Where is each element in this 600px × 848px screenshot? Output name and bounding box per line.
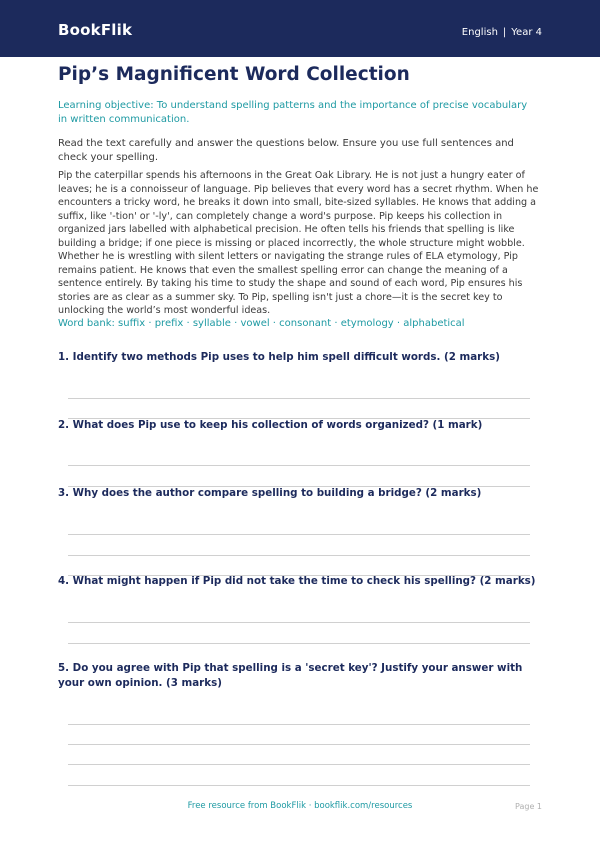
header-bar xyxy=(0,0,600,57)
brand-logo-text[interactable]: BookFlik xyxy=(58,21,133,39)
answer-line[interactable] xyxy=(68,622,530,623)
page-number: Page 1 xyxy=(515,802,542,811)
answer-line[interactable] xyxy=(68,785,530,786)
separator: | xyxy=(502,27,507,38)
question-4: 4. What might happen if Pip did not take the time to check his spelling? (2 marks) xyxy=(58,575,536,587)
year-label: Year 4 xyxy=(511,27,542,38)
question-2: 2. What does Pip use to keep his collection of words organized? (1 mark) xyxy=(58,419,483,431)
answer-line[interactable] xyxy=(68,643,530,644)
answer-line[interactable] xyxy=(68,764,530,765)
question-3: 3. Why does the author compare spelling to building a bridge? (2 marks) xyxy=(58,487,482,499)
answer-line[interactable] xyxy=(68,744,530,745)
footer-credit[interactable]: Free resource from BookFlik · bookflik.com/resources xyxy=(187,801,413,811)
answer-line[interactable] xyxy=(68,465,530,466)
answer-line[interactable] xyxy=(68,534,530,535)
answer-line[interactable] xyxy=(68,555,530,556)
subject-label: English xyxy=(461,27,498,38)
question-1: 1. Identify two methods Pip uses to help him spell difficult words. (2 marks) xyxy=(58,351,500,363)
answer-line[interactable] xyxy=(68,724,530,725)
instructions: Read the text carefully and answer the questions below. Ensure you use full sentences and check your spelling. xyxy=(58,138,514,163)
answer-line[interactable] xyxy=(68,398,530,399)
subject-year-label xyxy=(462,27,542,38)
learning-objective: Learning objective: To understand spelling patterns and the importance of precise vocabulary in written communication. xyxy=(58,100,528,125)
question-5: 5. Do you agree with Pip that spelling is a 'secret key'? Justify your answer with your own opinion. (3 marks) xyxy=(58,662,523,689)
word-bank: Word bank: suffix · prefix · syllable · vowel · consonant · etymology · alphabetical xyxy=(58,318,465,329)
page-title: Pip’s Magnificent Word Collection xyxy=(58,64,410,85)
reading-passage: Pip the caterpillar spends his afternoons in the Great Oak Library. He is not just a hungry eater of leaves; he is a connoisseur of language. Pip believes that every word has a secret rhythm. When he encounters a tricky word, he breaks it down into small, bite-sized syllables. He knows that adding a suffix, like '-tion' or '-ly', can completely change a word's purpose. Pip keeps his collection in organized jars labelled with alphabetical precision. He often tells his friends that spelling is like building a bridge; if one piece is missing or placed incorrectly, the whole structure might wobble. Whether he is wrestling with silent letters or navigating the strange rules of ELA etymology, Pip remains patient. He knows that even the smallest spelling error can change the meaning of a sentence entirely. By taking his time to study the shape and sound of each word, Pip ensures his stories are as clear as a summer sky. To Pip, spelling isn't just a chore—it is the secret key to unlocking the world’s most wonderful ideas. xyxy=(58,170,539,316)
